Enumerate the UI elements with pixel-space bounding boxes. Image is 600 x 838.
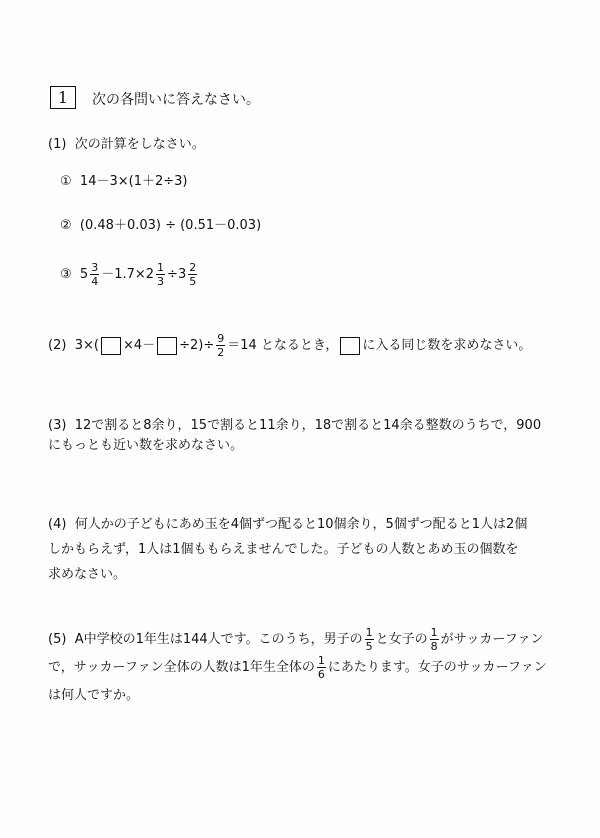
expression: 14－3×(1＋2÷3) [79,174,188,189]
numerator: 2 [189,261,197,274]
question-text-line: 何人かの子どもにあめ玉を4個ずつ配ると10個余り，5個ずつ配ると1人は2個 [74,517,528,532]
fraction [317,655,326,680]
numerator: 1 [157,261,165,274]
question-text: は何人ですか。 [48,688,140,703]
expression-part: ÷3 [167,267,187,282]
denominator: 8 [430,640,438,653]
question-line [48,682,547,710]
item-mark: ② [60,218,72,233]
numerator: 9 [217,332,225,345]
fraction [90,262,99,287]
expression-part: ＝14 となるとき， [227,338,339,353]
expression: (0.48＋0.03) ÷ (0.51－0.03) [79,218,262,233]
item-2 [60,214,261,233]
item-mark: ① [60,174,72,189]
expression-part: ×4－ [122,338,156,353]
question-text: 次の計算をしなさい。 [74,137,205,152]
question-label: (3) [48,418,67,433]
question-label: (2) [48,338,67,353]
denominator: 5 [365,640,373,653]
question-text-line: 求めなさい。 [48,567,127,582]
question-text-line: にもっとも近い数を求めなさい。 [48,438,244,453]
question-text: がサッカーファン [440,632,544,647]
problem-number-box: 1 [50,86,76,109]
blank-box [157,337,177,355]
fraction [430,627,439,652]
question-text-line: しかもらえず，1人は1個ももらえませんでした。子どもの人数とあめ玉の個数を [48,542,519,557]
question-label: (4) [48,517,67,532]
fraction [156,262,165,287]
fraction [188,262,197,287]
question-3 [48,416,541,456]
blank-box [101,337,121,355]
whole-number: 5 [79,267,89,282]
question-1 [48,133,205,152]
question-text: に入る同じ数を求めなさい。 [362,338,532,353]
expression-part: －1.7×2 [101,267,155,282]
question-text: にあたります。女子のサッカーファン [327,660,547,675]
numerator: 3 [91,261,99,274]
question-text: A中学校の1年生は144人です。このうち，男子の [74,632,363,647]
question-line [48,626,547,654]
denominator: 6 [317,668,325,681]
denominator: 3 [157,275,165,288]
question-4 [48,512,527,587]
numerator: 1 [317,654,325,667]
item-mark: ③ [60,267,72,282]
question-text: と女子の [375,632,428,647]
question-line [48,654,547,682]
item-3 [60,262,199,287]
question-5 [48,626,547,710]
item-1 [60,170,187,189]
expression-part: ÷2)÷ [179,338,215,353]
blank-box [340,337,360,355]
denominator: 4 [91,275,99,288]
question-text-line: 12で割ると8余り，15で割ると11余り，18で割ると14余る整数のうちで，900 [74,418,542,433]
fraction [365,627,374,652]
question-label: (1) [48,137,67,152]
question-2 [48,333,531,358]
section-instruction: 次の各問いに答えなさい。 [92,92,260,108]
numerator: 1 [430,626,438,639]
denominator: 5 [189,275,197,288]
question-label: (5) [48,632,67,647]
numerator: 1 [365,626,373,639]
expression-part: 3×( [74,338,99,353]
fraction [216,333,225,358]
denominator: 2 [217,346,225,359]
question-text: で，サッカーファン全体の人数は1年生全体の [48,660,315,675]
